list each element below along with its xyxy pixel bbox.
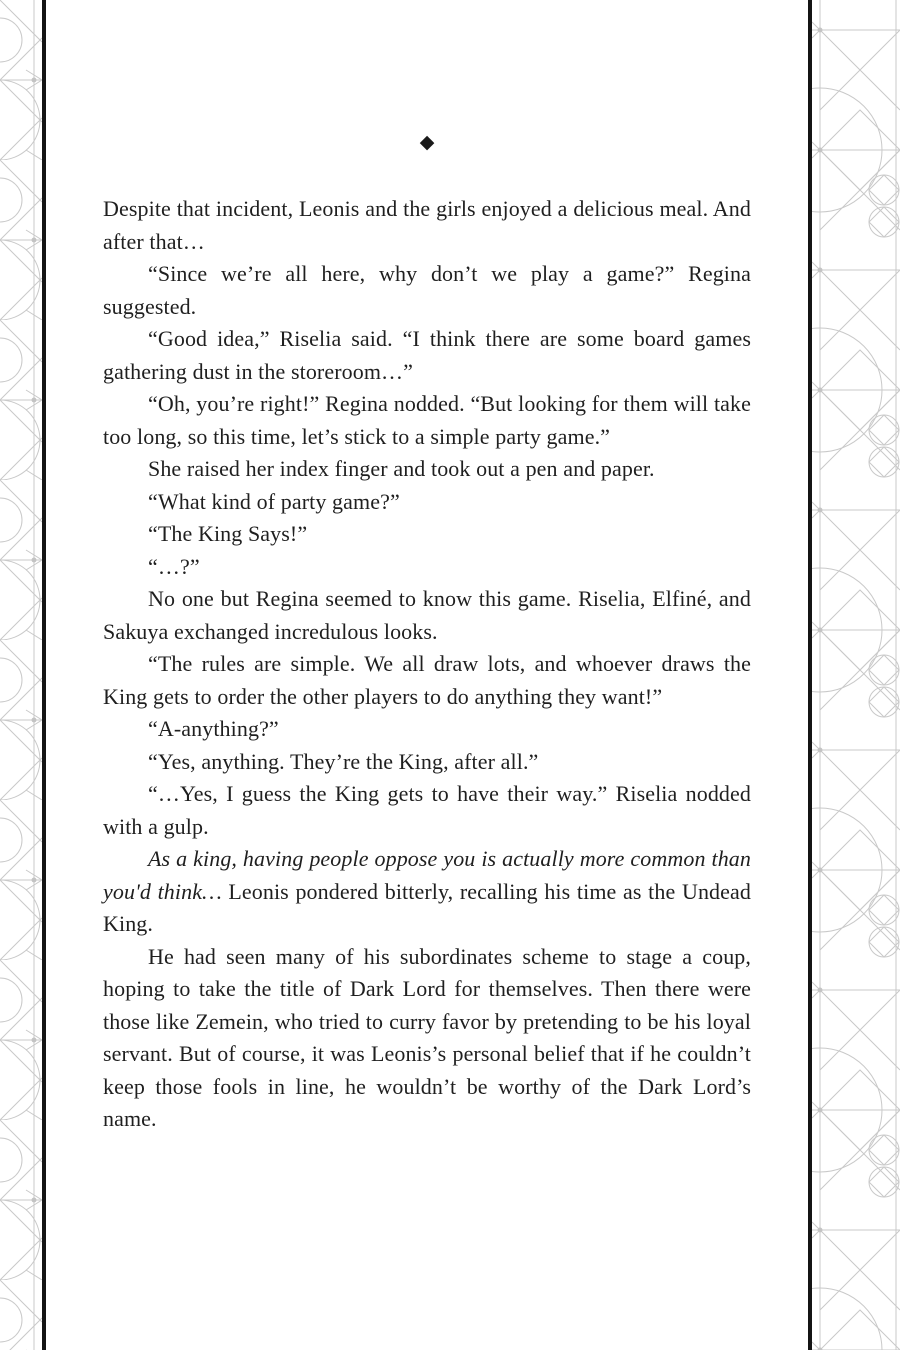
- paragraph: Despite that incident, Leonis and the girls enjoyed a delicious meal. And after that…: [103, 196, 751, 254]
- left-divider-bar: [42, 0, 46, 1350]
- paragraph: “Yes, anything. They’re the King, after all.”: [148, 748, 539, 774]
- paragraph: He had seen many of his subordinates scheme to stage a coup, hoping to take the title of Dark Lord for themselves. Then there were those like Zemein, who tried to curry favor by pretending to be his loyal servant. But of course, it was Leonis’s personal belief that if he couldn’t keep those fools in line, he wouldn’t be worthy of the Dark Lord’s name.: [103, 943, 751, 1131]
- paragraph: “Good idea,” Riselia said. “I think there are some board games gathering dust in the storeroom…”: [103, 326, 751, 384]
- ornament-left-border: [0, 0, 42, 1350]
- paragraph: [103, 843, 751, 941]
- paragraph: “…?”: [148, 553, 200, 579]
- paragraph: No one but Regina seemed to know this game. Riselia, Elfiné, and Sakuya exchanged incredulous looks.: [103, 586, 751, 644]
- ornament-right-border: [812, 0, 900, 1350]
- page-content: [103, 0, 751, 1136]
- paragraph: “Oh, you’re right!” Regina nodded. “But looking for them will take too long, so this time, let’s stick to a simple party game.”: [103, 391, 751, 449]
- paragraph: “The rules are simple. We all draw lots, and whoever draws the King gets to order the other players to do anything they want!”: [103, 651, 751, 709]
- italic-inner-thought: As a king, having people oppose you is actually more common than you'd think…: [103, 846, 751, 904]
- paragraph: “Since we’re all here, why don’t we play a game?” Regina suggested.: [103, 261, 751, 319]
- scene-break-diamond-icon: ◆: [419, 132, 435, 153]
- paragraph: She raised her index finger and took out a pen and paper.: [148, 456, 655, 481]
- paragraph: “A-anything?”: [148, 716, 279, 741]
- paragraph: “What kind of party game?”: [148, 488, 400, 514]
- paragraph: “…Yes, I guess the King gets to have their way.” Riselia nodded with a gulp.: [103, 781, 751, 839]
- paragraph: “The King Says!”: [148, 521, 308, 546]
- paragraph-text: Leonis pondered bitterly, recalling his time as the Undead King.: [103, 878, 751, 936]
